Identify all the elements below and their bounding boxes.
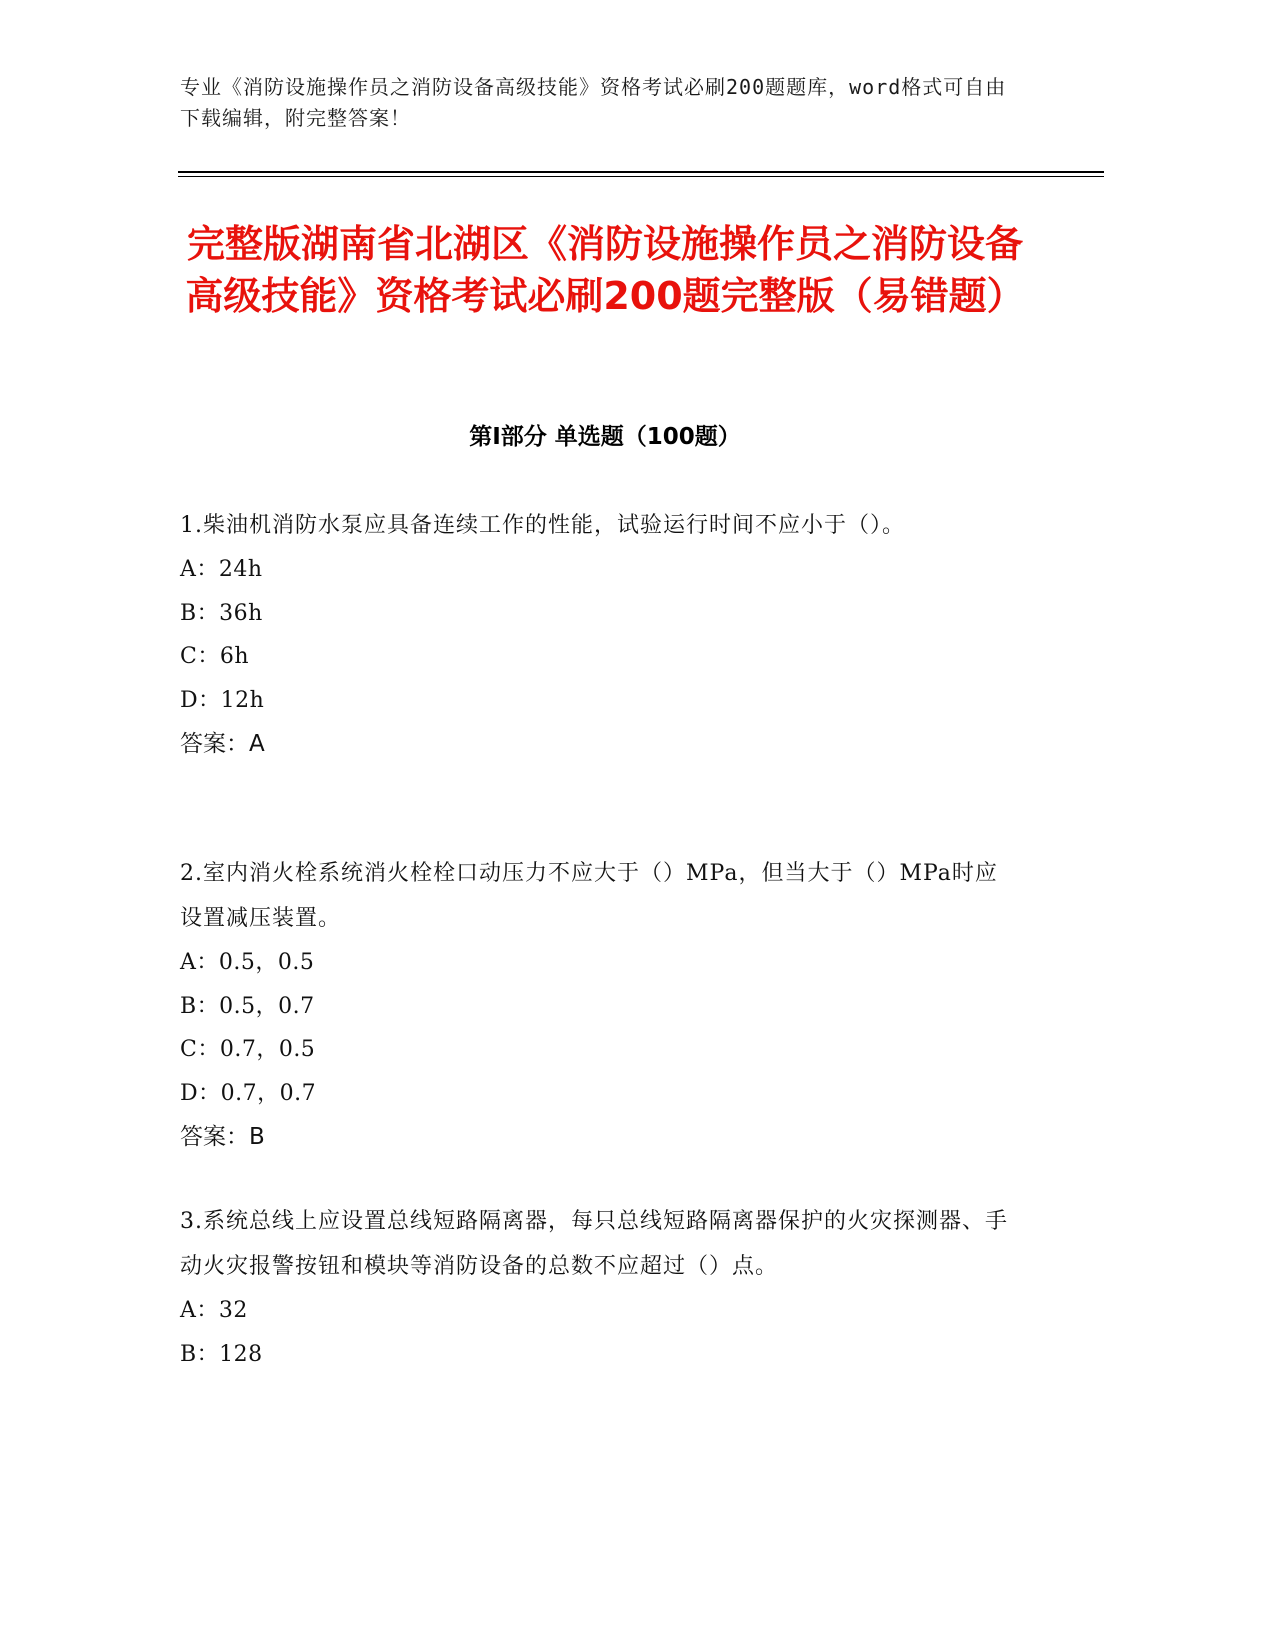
- question-stem: 1.柴油机消防水泵应具备连续工作的性能，试验运行时间不应小于（）。: [180, 513, 905, 538]
- option-b: B：0.5，0.7: [180, 993, 315, 1019]
- option-c: C：6h: [180, 644, 249, 669]
- option-d: D：12h: [180, 687, 265, 713]
- answer: 答案：B: [180, 1124, 265, 1150]
- header-divider-thick: [178, 171, 1104, 173]
- question-2: [180, 851, 1020, 1159]
- option-a: A：24h: [180, 557, 263, 582]
- header-divider-thin: [178, 176, 1104, 177]
- option-a: A：0.5，0.5: [180, 950, 315, 975]
- question-3: [180, 1199, 1020, 1376]
- document-title: 完整版湖南省北湖区《消防设施操作员之消防设备高级技能》资格考试必刷200题完整版（易错题）: [185, 222, 1025, 318]
- question-stem: 2.室内消火栓系统消火栓栓口动压力不应大于（）MPa，但当大于（）MPa时应设置减压装置。: [180, 861, 998, 931]
- option-d: D：0.7，0.7: [180, 1080, 317, 1106]
- option-b: B：128: [180, 1341, 263, 1367]
- answer: 答案：A: [180, 731, 265, 757]
- section-heading: 第I部分 单选题（100题）: [469, 424, 741, 450]
- question-stem: 3.系统总线上应设置总线短路隔离器，每只总线短路隔离器保护的火灾探测器、手动火灾报警按钮和模块等消防设备的总数不应超过（）点。: [180, 1209, 1008, 1279]
- option-b: B：36h: [180, 600, 263, 626]
- question-1: [180, 503, 1020, 766]
- option-c: C：0.7，0.5: [180, 1037, 316, 1062]
- header-note: 专业《消防设施操作员之消防设备高级技能》资格考试必刷200题题库，word格式可自由下载编辑，附完整答案！: [180, 75, 1007, 130]
- option-a: A：32: [180, 1298, 248, 1323]
